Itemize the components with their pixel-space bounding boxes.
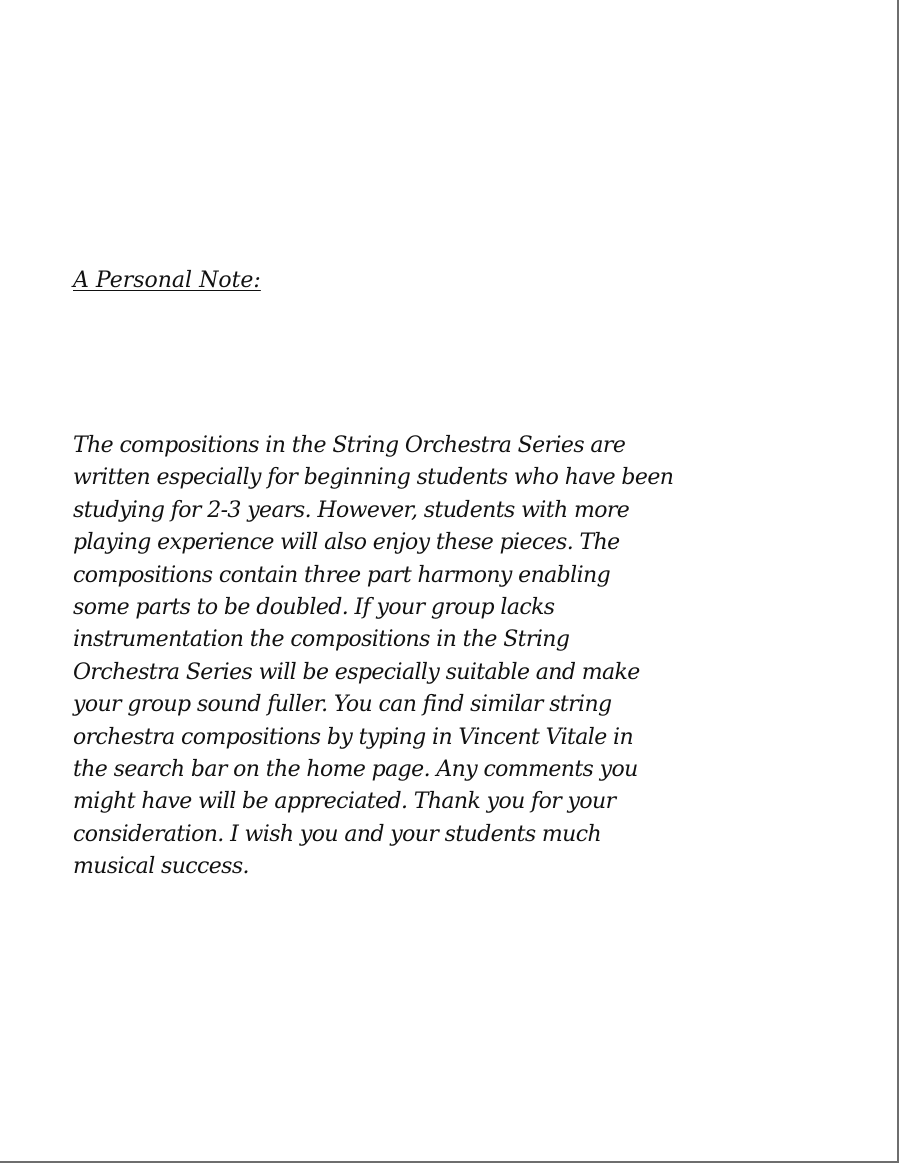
paragraph-line: The compositions in the String Orchestra Series are — [73, 433, 626, 458]
paragraph-line: playing experience will also enjoy these pieces. The — [73, 530, 620, 556]
paragraph-line: the search bar on the home page. Any comments you — [73, 757, 638, 783]
paragraph-line: might have will be appreciated. Thank you for your — [73, 789, 616, 815]
paragraph-line: written especially for beginning students who have been — [73, 465, 674, 491]
personal-note-paragraph — [73, 430, 843, 884]
paragraph-line: consideration. I wish you and your students much — [73, 821, 602, 847]
page-heading: A Personal Note: — [73, 268, 261, 293]
paragraph-line: Orchestra Series will be especially suitable and make — [73, 659, 640, 685]
paragraph-line: musical success. — [73, 854, 249, 880]
paragraph-line: studying for 2-3 years. However, students with more — [73, 497, 630, 523]
paragraph-line: orchestra compositions by typing in Vincent Vitale in — [73, 724, 634, 750]
paragraph-line: compositions contain three part harmony enabling — [73, 562, 611, 588]
paragraph-line: instrumentation the compositions in the String — [73, 627, 570, 653]
paragraph-line: some parts to be doubled. If your group lacks — [73, 595, 555, 621]
paragraph-line: your group sound fuller. You can find similar string — [73, 692, 612, 718]
